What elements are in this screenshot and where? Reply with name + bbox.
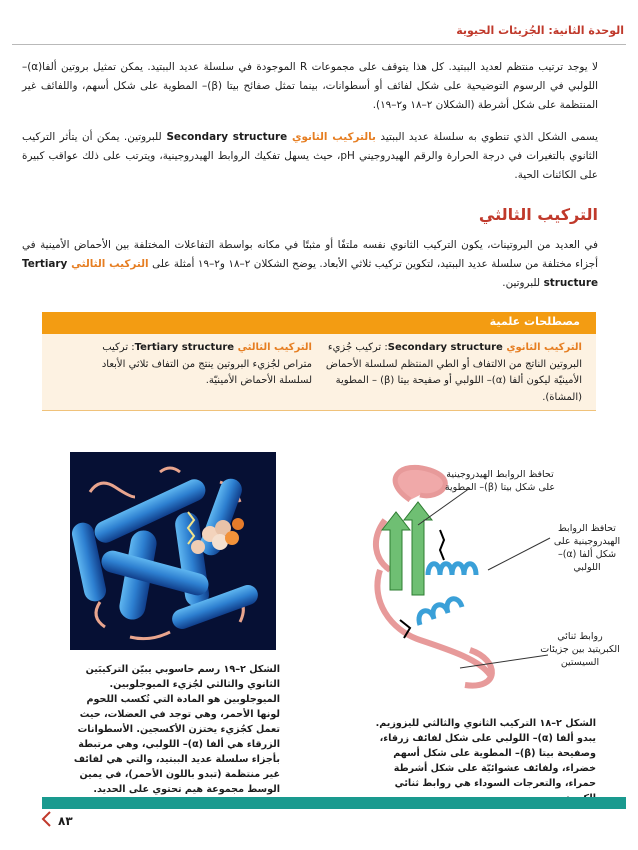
figure19-text: رسم حاسوبي يبيّن التركيبَين الثانوي والثالثي لجُزيء الميوجلوبين. الميوجلوبين هو المادة التي تُكسب اللحوم لونها الأحمر، وهي توجد في العضلات، حيث تعمل كجُزيء يختزن الأكسجين. الأسطوانات الزرقاء هي ألفا (α)– اللولبي، وهي مرتبطة بأجزاء سلسلة عديد الببتيد، والتي هي لفائف غير منتظمة (تبدو باللون الأحمر)، في يمين الوسط مجموعة هيم تحتوي على الحديد. bbox=[73, 664, 280, 795]
unit-title: الوحدة الثانية: الجُزيئات الحيوية bbox=[456, 24, 624, 37]
p3-highlight: التركيب الثالثي bbox=[71, 258, 149, 270]
figure18-text: التركيب الثانوي والثالثي لليزوزيم. يبدو ألفا (α)– اللولبي على شكل لفائف زرقاء، وصفيحة بيتا (β)– المطوية على شكل أسهم خضراء، ولفائف عشوائيّة على شكل أشرطة حمراء، والتعرجات السوداء هي روابط ثنائي bbox=[375, 718, 596, 789]
p3-text-b: للبروتين. bbox=[502, 277, 540, 289]
figure19-number: الشكل ٢–١٩ bbox=[223, 664, 280, 675]
p2-text-b: للبروتين. يمكن أن يتأثر التركيب الثانوي بالتغيرات في درجة الحرارة والرقم الهيدروجيني pH، حيث يسهل تفكيك الروابط الهيدروجينية، ويترتب على ذلك عواقب كبيرة على الكائنات الحية. bbox=[22, 131, 598, 181]
myoglobin-image bbox=[70, 452, 276, 650]
section-title: التركيب الثالثي bbox=[478, 205, 598, 224]
paragraph-secondary-definition bbox=[22, 128, 598, 185]
label-beta-sheet: تحافظ الروابط الهيدروجينية على شكل بيتا (β)– المطوية bbox=[444, 469, 556, 493]
terms-header-bar bbox=[42, 312, 596, 334]
term-tertiary bbox=[80, 340, 312, 390]
myoglobin-render bbox=[70, 452, 276, 650]
p2-text-a: يسمى الشكل الذي تنطوي به سلسلة عديد الببتيد bbox=[375, 131, 598, 143]
p2-english-term: Secondary structure bbox=[161, 131, 292, 143]
paragraph-tertiary bbox=[22, 236, 598, 293]
term-tertiary-ar: التركيب الثالثي bbox=[237, 342, 312, 353]
p3-text-a: في العديد من البروتينات، يكون التركيب الثانوي نفسه ملتفًا أو مثبتًا في مكانه بواسطة التفاعلات المختلفة بين الأحماض الأمينية في أجزاء مختلفة من سلسلة عديد الببتيد، لتكوين تركيب ثلاثي الأبعاد. يوضح الشكلان ٢–١٨ و٢–١٩ أمثلة على bbox=[22, 239, 598, 270]
term-tertiary-def: : تركيب متراص لجُزيء البروتين ينتج من التفاف ثلاثي الأبعاد لسلسلة الأحماض الأمينيّة. bbox=[101, 342, 312, 386]
footer-bar bbox=[42, 797, 626, 809]
p3-english-term: Tertiary structure bbox=[22, 258, 598, 289]
term-secondary-def: : تركيب جُزيء البروتين الناتج من الالتفاف أو الطي المنتظم لسلسلة الأحماض الأمينيّة ليكون ألفا (α)– اللولبي أو صفيحة بيتا (β) – المطوية (المشاة). bbox=[325, 342, 582, 403]
label-disulfide: روابط ثنائي الكبريتيد بين جزيئات السيستين bbox=[540, 631, 620, 668]
label-alpha-helix: تحافظ الروابط الهيدروجينية على شكل ألفا (α)– اللولبي bbox=[553, 523, 621, 573]
chevron-left-icon bbox=[38, 810, 56, 828]
figure19-caption bbox=[64, 662, 280, 797]
terms-box bbox=[42, 334, 596, 411]
p2-highlight: بالتركيب الثانوي bbox=[291, 131, 376, 143]
figure18-caption bbox=[360, 716, 596, 806]
header-divider bbox=[12, 44, 626, 45]
paragraph-secondary-intro: لا يوجد ترتيب منتظم لعديد الببتيد. كل هذا يتوقف على مجموعات R الموجودة في سلسلة عديد الببتيد. يمكن تمثيل بروتين ألفا(α)– اللولبي في الرسوم التوضيحية على شكل لفائف أو أسطوانات، بينما تمثل صفائح بيتا (β)– المطوية على شكل أسهم، واللفائف غير المنتظمة على شكل أشرطة (الشكلان ٢–١٨ و٢–١٩). bbox=[22, 61, 598, 111]
leader-lines bbox=[400, 470, 610, 680]
figure18-number: الشكل ٢–١٨ bbox=[539, 718, 596, 729]
page-number: ٨٣ bbox=[58, 814, 73, 828]
terms-title: مصطلحات علمية bbox=[489, 315, 580, 328]
term-secondary-ar: التركيب الثانوي bbox=[506, 342, 582, 353]
term-secondary bbox=[318, 340, 582, 406]
term-secondary-en: Secondary structure bbox=[387, 342, 507, 353]
term-tertiary-en: Tertiary structure bbox=[134, 342, 238, 353]
